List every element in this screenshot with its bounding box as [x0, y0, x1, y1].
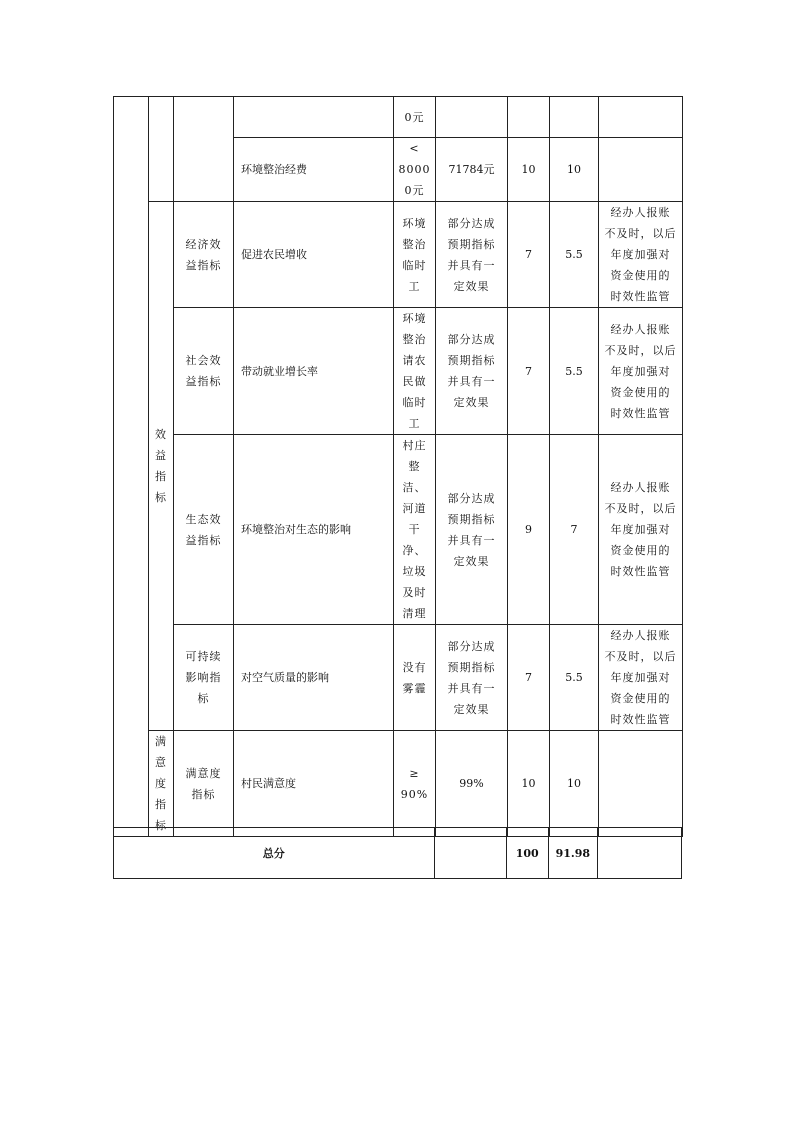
target-cell: ≥ 90% [394, 731, 436, 837]
actual-cell: 71784元 [436, 138, 508, 202]
weight-cell: 7 [508, 625, 550, 731]
score-cell: 10 [550, 138, 599, 202]
remark-cell [599, 731, 683, 837]
subcategory-cell: 满意度 指标 [174, 731, 234, 837]
actual-cell: 部分达成 预期指标 并具有一 定效果 [436, 625, 508, 731]
score-cell: 5.5 [550, 202, 599, 308]
indicator-cell: 环境整治经费 [234, 138, 394, 202]
remark-cell: 经办人报账 不及时，以后 年度加强对 资金使用的 时效性监管 [599, 202, 683, 308]
weight-cell [508, 97, 550, 138]
indicator-cell: 促进农民增收 [234, 202, 394, 308]
actual-cell: 部分达成 预期指标 并具有一 定效果 [436, 435, 508, 625]
subcategory-cell: 可持续 影响指 标 [174, 625, 234, 731]
actual-cell: 99% [436, 731, 508, 837]
subcategory-cell [174, 97, 234, 202]
target-cell: 村庄 整 洁、 河道 干 净、 垃圾 及时 清理 [394, 435, 436, 625]
total-remark-cell [597, 828, 681, 879]
table-row [114, 435, 683, 625]
weight-cell: 10 [508, 731, 550, 837]
benefit-category-cell: 效 益 指 标 [149, 202, 174, 731]
remark-cell: 经办人报账 不及时，以后 年度加强对 资金使用的 时效性监管 [599, 435, 683, 625]
satisfaction-category-cell: 满 意 度 指 标 [149, 731, 174, 837]
target-cell: < 8000 0元 [394, 138, 436, 202]
target-cell: 0元 [394, 97, 436, 138]
level2-category-cell [149, 97, 174, 202]
actual-cell: 部分达成 预期指标 并具有一 定效果 [436, 308, 508, 435]
indicator-cell: 带动就业增长率 [234, 308, 394, 435]
target-cell: 没有 雾霾 [394, 625, 436, 731]
remark-cell: 经办人报账 不及时，以后 年度加强对 资金使用的 时效性监管 [599, 625, 683, 731]
total-table [113, 827, 682, 879]
weight-cell: 9 [508, 435, 550, 625]
indicator-cell: 环境整治对生态的影响 [234, 435, 394, 625]
score-cell: 5.5 [550, 308, 599, 435]
subcategory-cell: 经济效 益指标 [174, 202, 234, 308]
total-score-cell: 91.98 [548, 828, 597, 879]
target-cell: 环境 整治 临时 工 [394, 202, 436, 308]
weight-cell: 10 [508, 138, 550, 202]
remark-cell [599, 97, 683, 138]
table-row [114, 308, 683, 435]
total-weight-cell: 100 [506, 828, 548, 879]
weight-cell: 7 [508, 308, 550, 435]
actual-cell [436, 97, 508, 138]
table-row [114, 731, 683, 837]
total-actual-cell [434, 828, 506, 879]
table-row [114, 97, 683, 138]
remark-cell [599, 138, 683, 202]
indicator-cell [234, 97, 394, 138]
remark-cell: 经办人报账 不及时，以后 年度加强对 资金使用的 时效性监管 [599, 308, 683, 435]
target-cell: 环境 整治 请农 民做 临时 工 [394, 308, 436, 435]
subcategory-cell: 社会效 益指标 [174, 308, 234, 435]
indicator-cell: 村民满意度 [234, 731, 394, 837]
score-cell: 7 [550, 435, 599, 625]
table-row [114, 625, 683, 731]
level1-category-cell [114, 97, 149, 837]
total-row [114, 828, 682, 879]
indicator-cell: 对空气质量的影响 [234, 625, 394, 731]
performance-table [113, 96, 683, 837]
score-cell: 10 [550, 731, 599, 837]
actual-cell: 部分达成 预期指标 并具有一 定效果 [436, 202, 508, 308]
weight-cell: 7 [508, 202, 550, 308]
subcategory-cell: 生态效 益指标 [174, 435, 234, 625]
score-cell [550, 97, 599, 138]
table-row [114, 202, 683, 308]
score-cell: 5.5 [550, 625, 599, 731]
total-label: 总分 [114, 828, 435, 879]
